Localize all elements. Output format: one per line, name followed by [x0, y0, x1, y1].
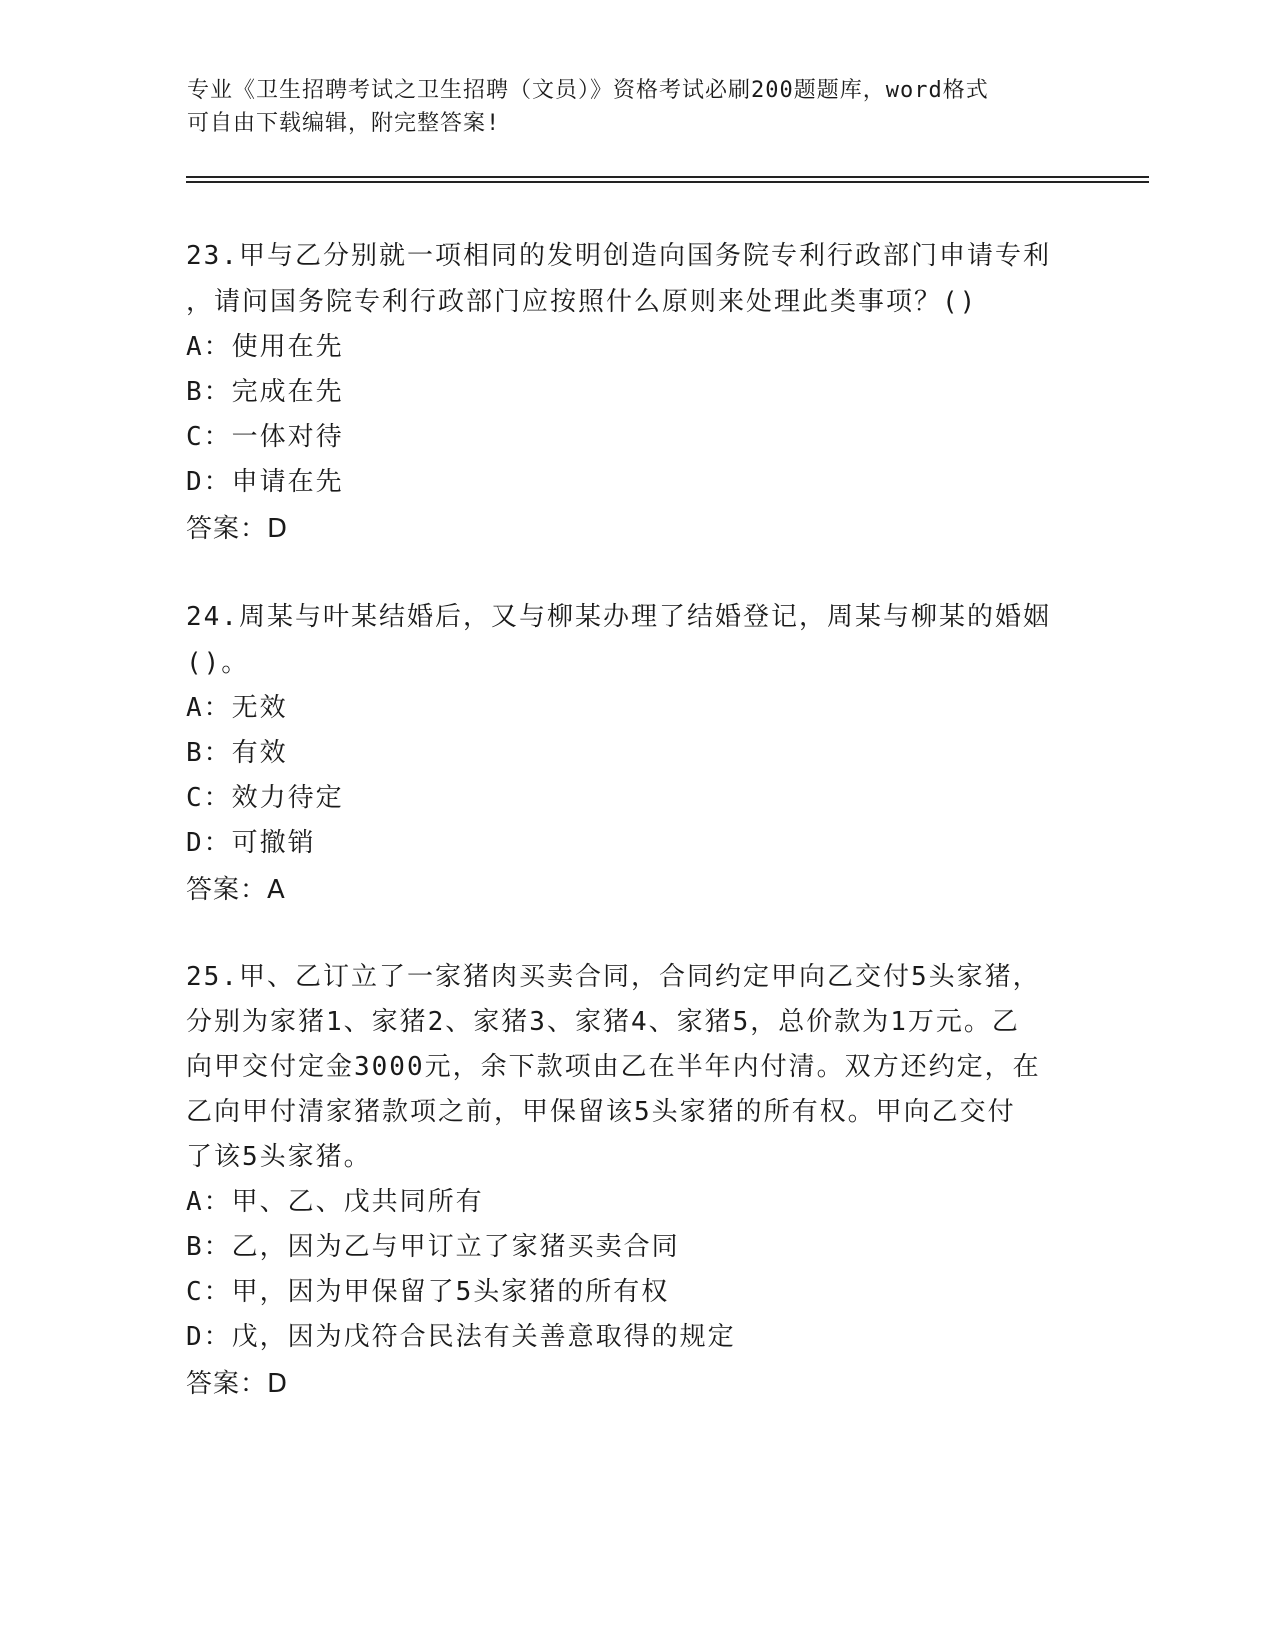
option-b: B：乙，因为乙与甲订立了家猪买卖合同	[186, 1232, 680, 1262]
option-b: B：完成在先	[186, 377, 344, 407]
option-a: A：使用在先	[186, 332, 344, 362]
option-b: B：有效	[186, 738, 288, 768]
option-c: C：效力待定	[186, 783, 344, 813]
stem-line: ()。	[186, 648, 250, 678]
stem-line: 23.甲与乙分别就一项相同的发明创造向国务院专利行政部门申请专利	[186, 241, 1051, 271]
option-c: C：甲，因为甲保留了5头家猪的所有权	[186, 1277, 670, 1307]
option-a: A：无效	[186, 693, 288, 723]
answer: 答案：D	[186, 514, 289, 544]
answer: 答案：D	[186, 1369, 289, 1399]
stem-line: 了该5头家猪。	[186, 1142, 372, 1172]
option-a: A：甲、乙、戊共同所有	[186, 1187, 484, 1217]
option-d: D：可撤销	[186, 828, 316, 858]
document-header	[187, 74, 1067, 140]
question-stem	[186, 594, 1086, 686]
stem-line: 24.周某与叶某结婚后，又与柳某办理了结婚登记，周某与柳某的婚姻	[186, 602, 1051, 632]
header-divider-top	[186, 176, 1149, 178]
stem-line: 向甲交付定金3000元，余下款项由乙在半年内付清。双方还约定，在	[186, 1052, 1041, 1082]
stem-line: 乙向甲付清家猪款项之前，甲保留该5头家猪的所有权。甲向乙交付	[186, 1097, 1016, 1127]
header-line-2: 可自由下载编辑，附完整答案!	[187, 111, 501, 136]
option-c: C：一体对待	[186, 422, 344, 452]
answer: 答案：A	[186, 875, 286, 905]
question-stem	[186, 955, 1086, 1180]
header-line-1: 专业《卫生招聘考试之卫生招聘（文员）》资格考试必刷200题题库，word格式	[187, 78, 989, 103]
header-divider-bottom	[186, 181, 1149, 183]
stem-line: ，请问国务院专利行政部门应按照什么原则来处理此类事项？()	[186, 287, 978, 317]
stem-line: 分别为家猪1、家猪2、家猪3、家猪4、家猪5，总价款为1万元。乙	[186, 1007, 1020, 1037]
option-d: D：戊，因为戊符合民法有关善意取得的规定	[186, 1322, 736, 1352]
question-stem	[186, 233, 1086, 325]
question-25	[186, 955, 1086, 1408]
option-d: D：申请在先	[186, 467, 344, 497]
stem-line: 25.甲、乙订立了一家猪肉买卖合同，合同约定甲向乙交付5头家猪，	[186, 962, 1041, 992]
question-23	[186, 233, 1086, 553]
question-24	[186, 594, 1086, 914]
